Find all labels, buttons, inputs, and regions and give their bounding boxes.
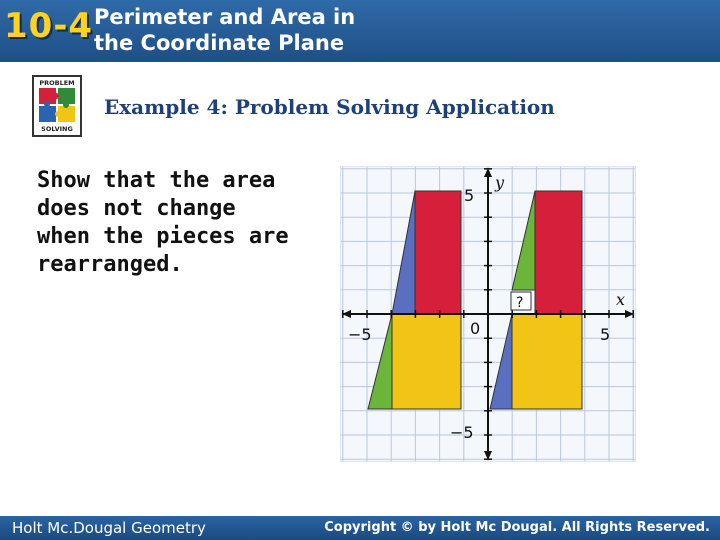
x-axis-label: x (616, 290, 626, 309)
problem-line-3: when the pieces are (37, 224, 289, 249)
problem-solving-icon (32, 75, 82, 137)
title-bar (0, 0, 720, 62)
unknown-label: ? (516, 295, 524, 311)
lesson-number: 10-4 (4, 6, 94, 46)
copyright-label: Copyright © by Holt Mc Dougal. All Rights Reserved. (324, 520, 710, 535)
lesson-title (94, 4, 514, 56)
footer-bar (0, 516, 720, 540)
red-rectangle-right (535, 191, 582, 314)
tick-label-x-pos5: 5 (600, 325, 611, 344)
yellow-rectangle-left (392, 314, 461, 409)
problem-line-4: rearranged. (37, 252, 183, 277)
problem-line-1: Show that the area (37, 168, 276, 193)
tick-label-y-neg5: −5 (450, 423, 474, 442)
icon-label-top: PROBLEM (39, 79, 75, 87)
origin-label: 0 (470, 319, 481, 338)
tick-label-x-neg5: −5 (348, 325, 372, 344)
lesson-title-line-1: Perimeter and Area in (94, 5, 356, 29)
publisher-label: Holt Mc.Dougal Geometry (12, 519, 206, 537)
y-axis-label: y (495, 173, 505, 192)
tick-label-y-pos5: 5 (464, 186, 475, 205)
example-title: Example 4: Problem Solving Application (104, 95, 555, 119)
problem-line-2: does not change (37, 196, 236, 221)
lesson-title-line-2: the Coordinate Plane (94, 31, 345, 55)
icon-label-bottom: SOLVING (41, 125, 73, 133)
coordinate-graph (340, 166, 636, 462)
yellow-rectangle-right (512, 314, 582, 409)
red-rectangle-left (415, 191, 461, 314)
problem-statement (37, 167, 327, 279)
